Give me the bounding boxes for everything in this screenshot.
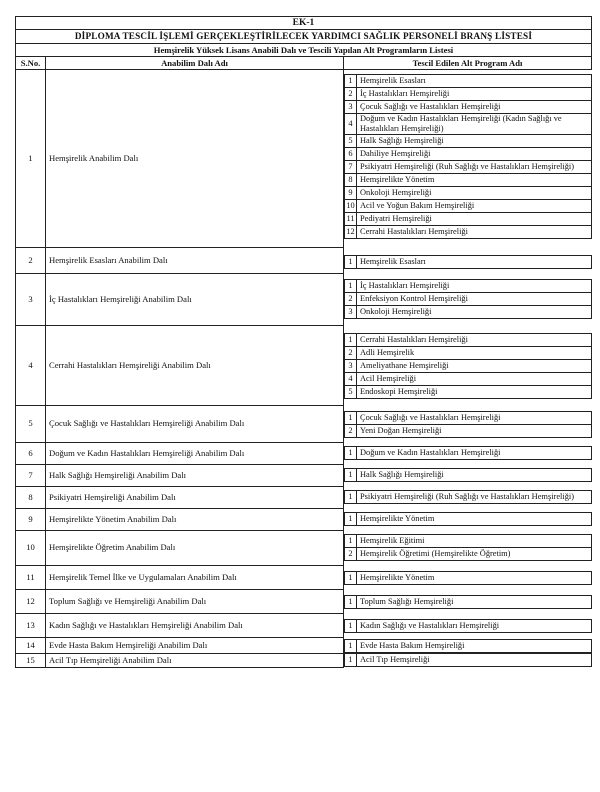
annex-label: EK-1 xyxy=(16,17,592,30)
program-number: 1 xyxy=(345,640,357,653)
program-name: Endoskopi Hemşireliği xyxy=(357,386,592,399)
program-number: 4 xyxy=(345,114,357,135)
department-name: Cerrahi Hastalıkları Hemşireliği Anabilim Dalı xyxy=(46,325,344,405)
program-item xyxy=(345,360,592,373)
program-list xyxy=(344,468,592,482)
program-name: Ameliyathane Hemşireliği xyxy=(357,360,592,373)
program-item xyxy=(345,469,592,482)
department-row xyxy=(16,486,592,508)
department-row xyxy=(16,508,592,530)
department-row xyxy=(16,637,592,653)
program-name: Toplum Sağlığı Hemşireliği xyxy=(357,596,592,609)
program-list xyxy=(344,639,592,653)
program-name: Çocuk Sağlığı ve Hastalıkları Hemşireliği xyxy=(357,412,592,425)
program-number: 1 xyxy=(345,620,357,633)
program-list xyxy=(344,619,592,633)
program-number: 2 xyxy=(345,347,357,360)
program-item xyxy=(345,425,592,438)
program-name: Halk Sağlığı Hemşireliği xyxy=(357,135,592,148)
program-name: Psikiyatri Hemşireliği (Ruh Sağlığı ve Hastalıkları Hemşireliği) xyxy=(357,491,592,504)
program-number: 7 xyxy=(345,161,357,174)
program-item xyxy=(345,200,592,213)
program-number: 8 xyxy=(345,174,357,187)
program-cell xyxy=(344,442,592,464)
program-name: Hemşirelik Eğitimi xyxy=(357,535,592,548)
program-item xyxy=(345,640,592,653)
program-number: 2 xyxy=(345,548,357,561)
program-name: Halk Sağlığı Hemşireliği xyxy=(357,469,592,482)
program-number: 2 xyxy=(345,88,357,101)
program-number: 1 xyxy=(345,491,357,504)
department-row xyxy=(16,405,592,442)
program-name: Pediyatri Hemşireliği xyxy=(357,213,592,226)
department-row xyxy=(16,565,592,589)
program-name: Cerrahi Hastalıkları Hemşireliği xyxy=(357,334,592,347)
department-row xyxy=(16,273,592,325)
column-header-row xyxy=(16,57,592,70)
department-name: Psikiyatri Hemşireliği Anabilim Dalı xyxy=(46,486,344,508)
program-name: Çocuk Sağlığı ve Hastalıkları Hemşireliği xyxy=(357,101,592,114)
program-item xyxy=(345,114,592,135)
program-item xyxy=(345,161,592,174)
branch-list-table xyxy=(15,16,592,668)
program-name: İç Hastalıkları Hemşireliği xyxy=(357,88,592,101)
program-number: 1 xyxy=(345,596,357,609)
department-row xyxy=(16,442,592,464)
program-cell xyxy=(344,464,592,486)
program-cell xyxy=(344,637,592,653)
program-number: 3 xyxy=(345,101,357,114)
program-cell xyxy=(344,70,592,248)
program-name: Dahiliye Hemşireliği xyxy=(357,148,592,161)
program-list xyxy=(344,595,592,609)
program-item xyxy=(345,75,592,88)
program-list xyxy=(344,534,592,561)
department-row xyxy=(16,70,592,248)
program-number: 1 xyxy=(345,572,357,585)
program-number: 12 xyxy=(345,226,357,239)
program-number: 1 xyxy=(345,513,357,526)
program-name: Adli Hemşirelik xyxy=(357,347,592,360)
program-name: Cerrahi Hastalıkları Hemşireliği xyxy=(357,226,592,239)
department-row xyxy=(16,247,592,273)
program-number: 1 xyxy=(345,535,357,548)
program-cell xyxy=(344,589,592,613)
program-cell xyxy=(344,613,592,637)
program-list xyxy=(344,653,592,667)
program-number: 1 xyxy=(345,75,357,88)
program-name: Psikiyatri Hemşireliği (Ruh Sağlığı ve Hastalıkları Hemşireliği) xyxy=(357,161,592,174)
department-number: 8 xyxy=(16,486,46,508)
document-page xyxy=(15,16,591,668)
department-number: 3 xyxy=(16,273,46,325)
subtitle-row xyxy=(16,44,592,57)
program-item xyxy=(345,101,592,114)
program-item xyxy=(345,412,592,425)
program-item xyxy=(345,213,592,226)
program-item xyxy=(345,596,592,609)
program-cell xyxy=(344,405,592,442)
department-number: 12 xyxy=(16,589,46,613)
program-item xyxy=(345,135,592,148)
department-number: 15 xyxy=(16,653,46,667)
program-name: Hemşirelikte Yönetim xyxy=(357,174,592,187)
program-item xyxy=(345,513,592,526)
column-header-programs: Tescil Edilen Alt Program Adı xyxy=(344,57,592,70)
program-item xyxy=(345,88,592,101)
department-number: 14 xyxy=(16,637,46,653)
program-number: 1 xyxy=(345,280,357,293)
program-number: 5 xyxy=(345,386,357,399)
program-number: 3 xyxy=(345,360,357,373)
department-number: 13 xyxy=(16,613,46,637)
program-item xyxy=(345,386,592,399)
program-name: Onkoloji Hemşireliği xyxy=(357,187,592,200)
program-number: 9 xyxy=(345,187,357,200)
program-list xyxy=(344,571,592,585)
program-number: 2 xyxy=(345,293,357,306)
program-number: 1 xyxy=(345,447,357,460)
program-list xyxy=(344,255,592,269)
program-cell xyxy=(344,486,592,508)
program-cell xyxy=(344,565,592,589)
program-number: 1 xyxy=(345,334,357,347)
program-name: İç Hastalıkları Hemşireliği xyxy=(357,280,592,293)
department-name: Kadın Sağlığı ve Hastalıkları Hemşireliği Anabilim Dalı xyxy=(46,613,344,637)
program-item xyxy=(345,572,592,585)
program-cell xyxy=(344,273,592,325)
department-name: İç Hastalıkları Hemşireliği Anabilim Dalı xyxy=(46,273,344,325)
program-name: Hemşirelikte Yönetim xyxy=(357,513,592,526)
program-name: Hemşirelikte Yönetim xyxy=(357,572,592,585)
program-item xyxy=(345,447,592,460)
department-number: 2 xyxy=(16,247,46,273)
department-row xyxy=(16,613,592,637)
program-item xyxy=(345,491,592,504)
program-number: 10 xyxy=(345,200,357,213)
program-name: Yeni Doğan Hemşireliği xyxy=(357,425,592,438)
department-number: 9 xyxy=(16,508,46,530)
department-name: Evde Hasta Bakım Hemşireliği Anabilim Dalı xyxy=(46,637,344,653)
department-number: 5 xyxy=(16,405,46,442)
program-list xyxy=(344,333,592,399)
program-item xyxy=(345,187,592,200)
title-row xyxy=(16,30,592,44)
program-item xyxy=(345,148,592,161)
department-name: Toplum Sağlığı ve Hemşireliği Anabilim Dalı xyxy=(46,589,344,613)
program-number: 1 xyxy=(345,469,357,482)
program-list xyxy=(344,74,592,239)
department-row xyxy=(16,530,592,565)
department-name: Çocuk Sağlığı ve Hastalıkları Hemşireliği Anabilim Dalı xyxy=(46,405,344,442)
program-item xyxy=(345,280,592,293)
program-cell xyxy=(344,247,592,273)
program-list xyxy=(344,279,592,319)
program-item xyxy=(345,334,592,347)
program-number: 11 xyxy=(345,213,357,226)
department-name: Hemşirelikte Öğretim Anabilim Dalı xyxy=(46,530,344,565)
department-number: 11 xyxy=(16,565,46,589)
department-name: Acil Tıp Hemşireliği Anabilim Dalı xyxy=(46,653,344,667)
program-list xyxy=(344,490,592,504)
department-number: 6 xyxy=(16,442,46,464)
annex-row xyxy=(16,17,592,30)
department-row xyxy=(16,589,592,613)
program-item xyxy=(345,535,592,548)
department-name: Hemşirelik Anabilim Dalı xyxy=(46,70,344,248)
program-item xyxy=(345,654,592,667)
document-title: DİPLOMA TESCİL İŞLEMİ GERÇEKLEŞTİRİLECEK YARDIMCI SAĞLIK PERSONELİ BRANŞ LİSTESİ xyxy=(16,30,592,44)
program-number: 1 xyxy=(345,256,357,269)
program-name: Acil Tıp Hemşireliği xyxy=(357,654,592,667)
department-name: Hemşirelik Temel İlke ve Uygulamaları Anabilim Dalı xyxy=(46,565,344,589)
program-number: 4 xyxy=(345,373,357,386)
department-number: 7 xyxy=(16,464,46,486)
program-name: Acil Hemşireliği xyxy=(357,373,592,386)
department-name: Hemşirelik Esasları Anabilim Dalı xyxy=(46,247,344,273)
department-name: Doğum ve Kadın Hastalıkları Hemşireliği Anabilim Dalı xyxy=(46,442,344,464)
program-name: Evde Hasta Bakım Hemşireliği xyxy=(357,640,592,653)
program-item xyxy=(345,256,592,269)
program-item xyxy=(345,620,592,633)
program-name: Enfeksiyon Kontrol Hemşireliği xyxy=(357,293,592,306)
department-number: 4 xyxy=(16,325,46,405)
program-item xyxy=(345,226,592,239)
program-cell xyxy=(344,530,592,565)
program-item xyxy=(345,174,592,187)
program-name: Onkoloji Hemşireliği xyxy=(357,306,592,319)
program-name: Doğum ve Kadın Hastalıkları Hemşireliği xyxy=(357,447,592,460)
program-cell xyxy=(344,508,592,530)
program-list xyxy=(344,446,592,460)
program-item xyxy=(345,548,592,561)
column-header-department: Anabilim Dalı Adı xyxy=(46,57,344,70)
program-number: 5 xyxy=(345,135,357,148)
program-name: Hemşirelik Öğretimi (Hemşirelikte Öğretim) xyxy=(357,548,592,561)
program-item xyxy=(345,347,592,360)
department-name: Halk Sağlığı Hemşireliği Anabilim Dalı xyxy=(46,464,344,486)
program-cell xyxy=(344,653,592,667)
program-number: 2 xyxy=(345,425,357,438)
program-number: 6 xyxy=(345,148,357,161)
column-header-no: S.No. xyxy=(16,57,46,70)
program-number: 1 xyxy=(345,654,357,667)
program-name: Doğum ve Kadın Hastalıkları Hemşireliği (Kadın Sağlığı ve Hastalıkları Hemşireliği) xyxy=(357,114,592,135)
department-number: 10 xyxy=(16,530,46,565)
program-number: 1 xyxy=(345,412,357,425)
department-name: Hemşirelikte Yönetim Anabilim Dalı xyxy=(46,508,344,530)
program-cell xyxy=(344,325,592,405)
department-number: 1 xyxy=(16,70,46,248)
program-number: 3 xyxy=(345,306,357,319)
program-list xyxy=(344,411,592,438)
program-item xyxy=(345,373,592,386)
department-row xyxy=(16,325,592,405)
program-name: Acil ve Yoğun Bakım Hemşireliği xyxy=(357,200,592,213)
document-subtitle: Hemşirelik Yüksek Lisans Anabili Dalı ve Tescili Yapılan Alt Programların Listesi xyxy=(16,44,592,57)
program-item xyxy=(345,293,592,306)
department-row xyxy=(16,653,592,667)
program-name: Hemşirelik Esasları xyxy=(357,75,592,88)
program-name: Kadın Sağlığı ve Hastalıkları Hemşireliği xyxy=(357,620,592,633)
program-name: Hemşirelik Esasları xyxy=(357,256,592,269)
program-item xyxy=(345,306,592,319)
department-row xyxy=(16,464,592,486)
program-list xyxy=(344,512,592,526)
